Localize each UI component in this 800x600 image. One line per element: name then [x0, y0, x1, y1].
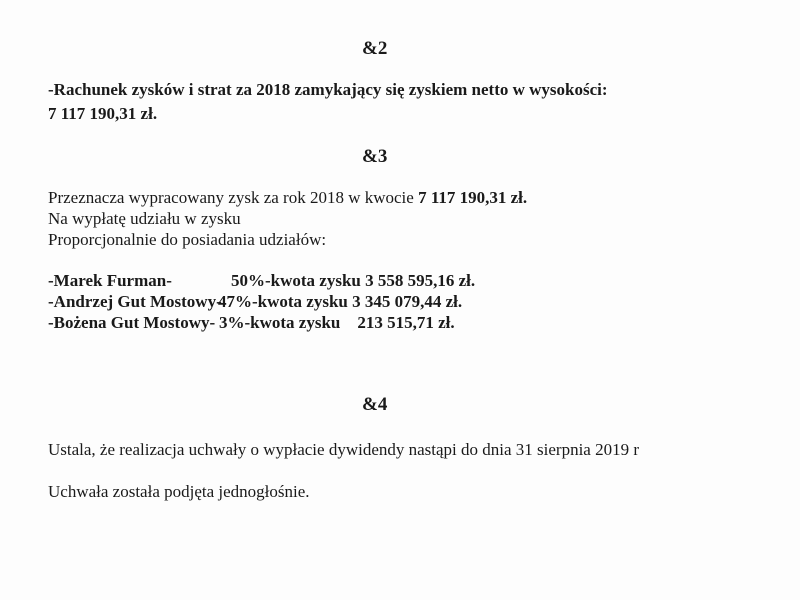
section-3-line-3: Proporcjonalnie do posiadania udziałów:	[48, 230, 327, 249]
section-4-line-2: Uchwała została podjęta jednogłośnie.	[48, 482, 310, 501]
section-3-line-2: Na wypłatę udziału w zysku	[48, 209, 241, 228]
section-2-line-1: -Rachunek zysków i strat za 2018 zamykający się zyskiem netto w wysokości:	[48, 80, 608, 99]
shareholder-name: -Bożena Gut Mostowy-	[48, 313, 216, 332]
shareholder-name: -Marek Furman-	[48, 271, 172, 290]
shareholder-share: 47%-kwota zysku 3 345 079,44 zł.	[218, 292, 463, 311]
section-2-line-2: 7 117 190,31 zł.	[48, 104, 158, 123]
shareholder-share: 50%-kwota zysku 3 558 595,16 zł.	[231, 271, 476, 290]
section-3-line-1-text: Przeznacza wypracowany zysk za rok 2018 w kwocie	[48, 188, 419, 207]
section-4-line-1: Ustala, że realizacja uchwały o wypłacie dywidendy nastąpi do dnia 31 sierpnia 2019 r	[48, 440, 640, 459]
section-3-heading: &3	[362, 146, 388, 167]
shareholder-share: 3%-kwota zysku 213 515,71 zł.	[219, 313, 455, 332]
section-3-profit-amount: 7 117 190,31 zł.	[418, 188, 528, 207]
section-4-heading: &4	[362, 394, 388, 415]
section-3-line-1	[48, 188, 527, 208]
shareholder-name: -Andrzej Gut Mostowy-	[48, 292, 222, 311]
section-2-heading: &2	[362, 38, 388, 59]
